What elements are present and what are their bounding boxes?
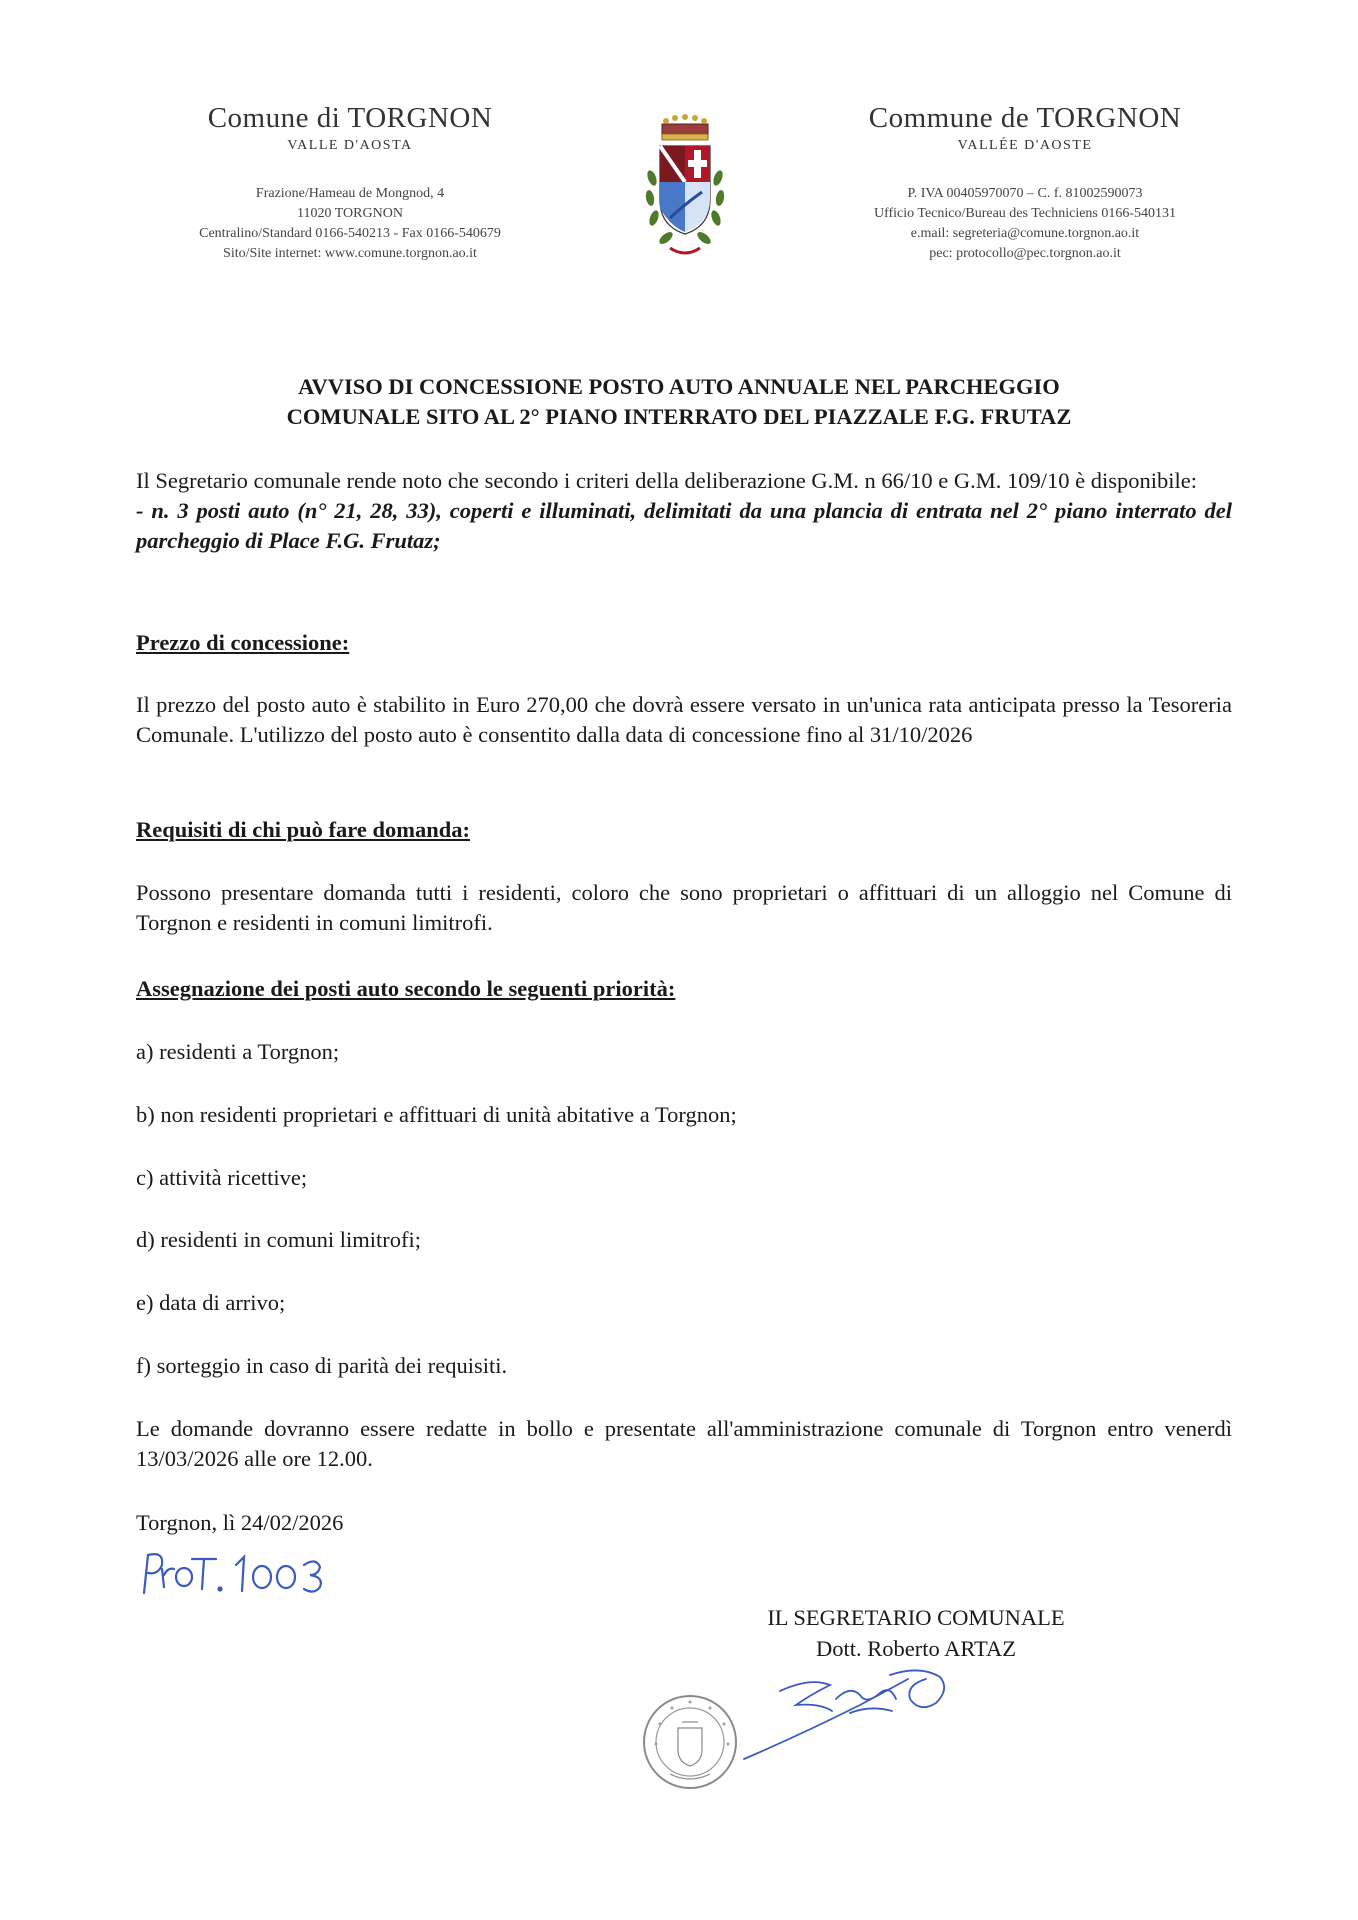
header-left <box>130 100 570 264</box>
municipality-name-it: Comune di TORGNON <box>207 102 493 134</box>
priority-item: b) non residenti proprietari e affittuari di unità abitative a Torgnon; <box>136 1102 737 1127</box>
intro-text: Il Segretario comunale rende noto che secondo i criteri della deliberazione G.M. n 66/10 e G.M. 109/10 è disponibile: <box>136 468 1197 493</box>
requirements-text: Possono presentare domanda tutti i residenti, coloro che sono proprietari o affittuari di un alloggio nel Comune di Torgnon e residenti in comuni limitrofi. <box>136 880 1232 935</box>
municipality-name-fr: Commune de TORGNON <box>868 102 1182 134</box>
address-block-it <box>130 184 570 264</box>
address-line: Frazione/Hameau de Mongnod, 4 <box>255 186 445 201</box>
crown-icon <box>662 114 708 140</box>
pec-line: pec: protocollo@pec.torgnon.ao.it <box>929 246 1121 261</box>
region-name-it: VALLE D'AOSTA <box>287 138 413 153</box>
vat-line: P. IVA 00405970070 – C. f. 81002590073 <box>907 186 1143 201</box>
notice-title <box>100 372 1258 432</box>
postal-line: 11020 TORGNON <box>297 206 403 221</box>
office-phone-line: Ufficio Tecnico/Bureau des Techniciens 0166-540131 <box>873 206 1177 221</box>
handwritten-protocol-note <box>140 1545 340 1605</box>
title-line: COMUNALE SITO AL 2° PIANO INTERRATO DEL PIAZZALE F.G. FRUTAZ <box>286 404 1072 429</box>
signer-role: IL SEGRETARIO COMUNALE <box>767 1605 1065 1630</box>
requirements-heading: Requisiti di chi può fare domanda: <box>136 817 471 842</box>
phone-line: Centralino/Standard 0166-540213 - Fax 0166-540679 <box>199 226 501 241</box>
municipal-crest-icon <box>640 108 730 283</box>
website-line: Sito/Site internet: www.comune.torgnon.ao.it <box>223 246 477 261</box>
priority-item: e) data di arrivo; <box>136 1290 286 1315</box>
price-text: Il prezzo del posto auto è stabilito in Euro 270,00 che dovrà essere versato in un'unica rata anticipata presso la Tesoreria Comunale. L'utilizzo del posto auto è consentito dalla data di concessione fino al 31/10/2026 <box>136 692 1232 747</box>
intro-paragraph <box>136 466 1232 556</box>
contact-block-fr <box>805 184 1245 264</box>
assignment-heading: Assegnazione dei posti auto secondo le seguenti priorità: <box>136 976 676 1001</box>
price-heading: Prezzo di concessione: <box>136 630 350 655</box>
signer-name: Dott. Roberto ARTAZ <box>816 1636 1016 1661</box>
available-spaces-item: - n. 3 posti auto (n° 21, 28, 33), coperti e illuminati, delimitati da una plancia di entrata nel 2° piano interrato del parcheggio di Place F.G. Frutaz; <box>136 498 1232 553</box>
shield-icon <box>660 146 710 234</box>
closing-paragraph: Le domande dovranno essere redatte in bollo e presentate all'amministrazione comunale di Torgnon entro venerdì 13/03/2026 alle ore 12.00. <box>136 1416 1232 1471</box>
handwritten-signature <box>740 1655 970 1765</box>
header-right <box>805 100 1245 264</box>
official-stamp-icon <box>640 1692 740 1792</box>
priority-item: a) residenti a Torgnon; <box>136 1039 340 1064</box>
region-name-fr: VALLÉE D'AOSTE <box>957 138 1093 153</box>
priority-item: f) sorteggio in caso di parità dei requisiti. <box>136 1353 508 1378</box>
title-line: AVVISO DI CONCESSIONE POSTO AUTO ANNUALE NEL PARCHEGGIO <box>298 374 1060 399</box>
email-line: e.mail: segreteria@comune.torgnon.ao.it <box>910 226 1140 241</box>
priority-item: d) residenti in comuni limitrofi; <box>136 1227 421 1252</box>
priority-item: c) attività ricettive; <box>136 1165 308 1190</box>
place-date: Torgnon, lì 24/02/2026 <box>136 1510 344 1535</box>
